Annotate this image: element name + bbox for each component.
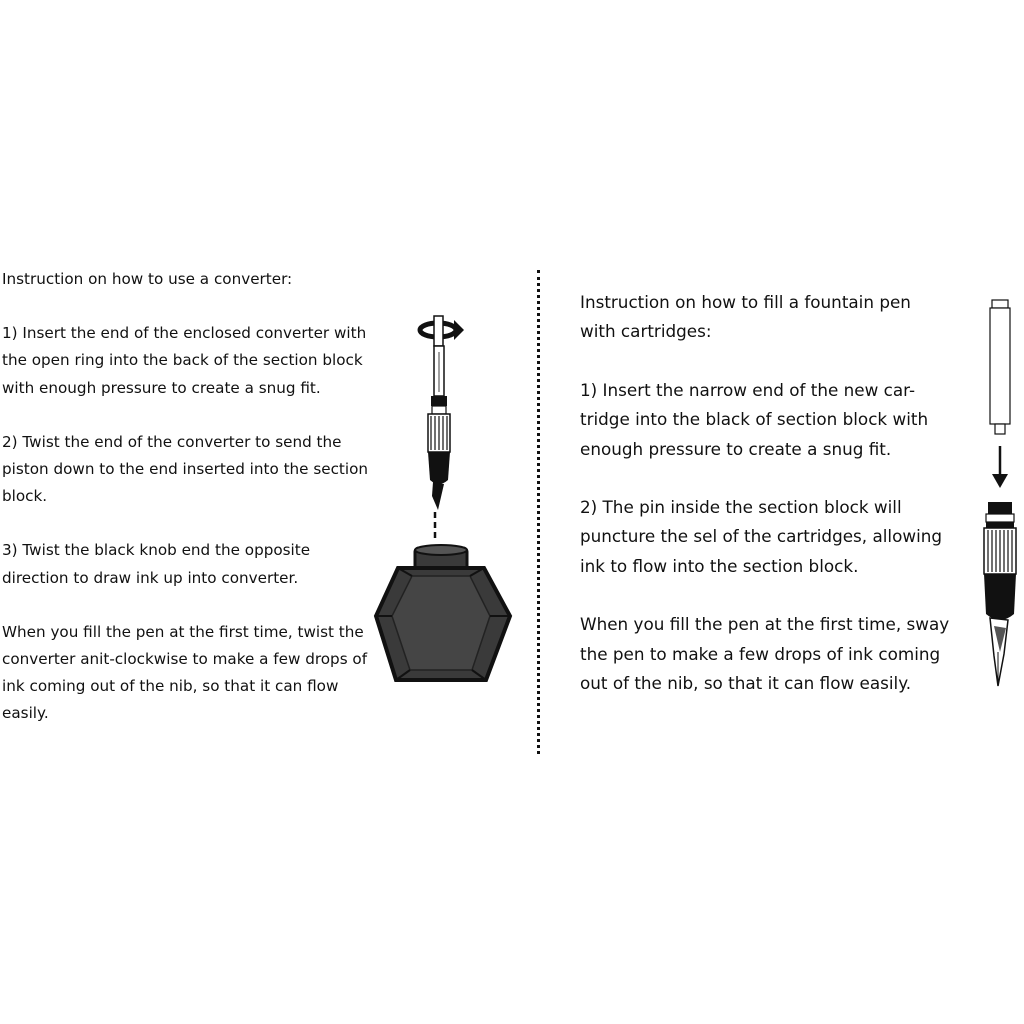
ink-bottle <box>376 545 510 680</box>
ink-cartridge <box>990 300 1010 434</box>
down-arrow-icon <box>992 446 1008 488</box>
converter-step-2: 2) Twist the end of the converter to send the piston down to the end inserted into the section block. <box>2 432 369 506</box>
cartridge-note: When you fill the pen at the first time, sway the pen to make a few drops of ink coming out of the nib, so that it can flow easily. <box>580 614 950 694</box>
converter-step-1: 1) Insert the end of the enclosed converter with the open ring into the back of the section block with enough pressure to create a snug fit. <box>2 324 367 397</box>
rotate-arrow-icon <box>420 316 464 346</box>
nib <box>432 482 444 538</box>
converter-step-3: 3) Twist the black knob end the opposite direction to draw ink up into converter. <box>2 541 311 587</box>
converter-instructions <box>2 266 374 755</box>
cartridge-step-2: 2) The pin inside the section block will puncture the sel of the cartridges, allowing ink to flow into the section block. <box>580 497 943 576</box>
cartridge-instructions <box>580 288 960 727</box>
cartridge-pen-illustration <box>978 296 1024 692</box>
dotted-divider <box>537 270 540 754</box>
converter-ink-bottle-illustration <box>368 312 518 690</box>
converter-note: When you fill the pen at the first time, twist the converter anit-clockwise to make a few drops of ink coming out of the nib, so that it can flow easily. <box>2 622 368 723</box>
converter-tube <box>431 346 447 414</box>
pen-section <box>984 502 1016 620</box>
section-block <box>428 414 450 484</box>
nib <box>990 618 1008 686</box>
converter-heading: Instruction on how to use a converter: <box>2 270 293 288</box>
cartridge-heading: Instruction on how to fill a fountain pen with cartridges: <box>580 292 911 342</box>
cartridge-step-1: 1) Insert the narrow end of the new car- tridge into the black of section block with enough pressure to create a snug fit. <box>580 379 929 459</box>
